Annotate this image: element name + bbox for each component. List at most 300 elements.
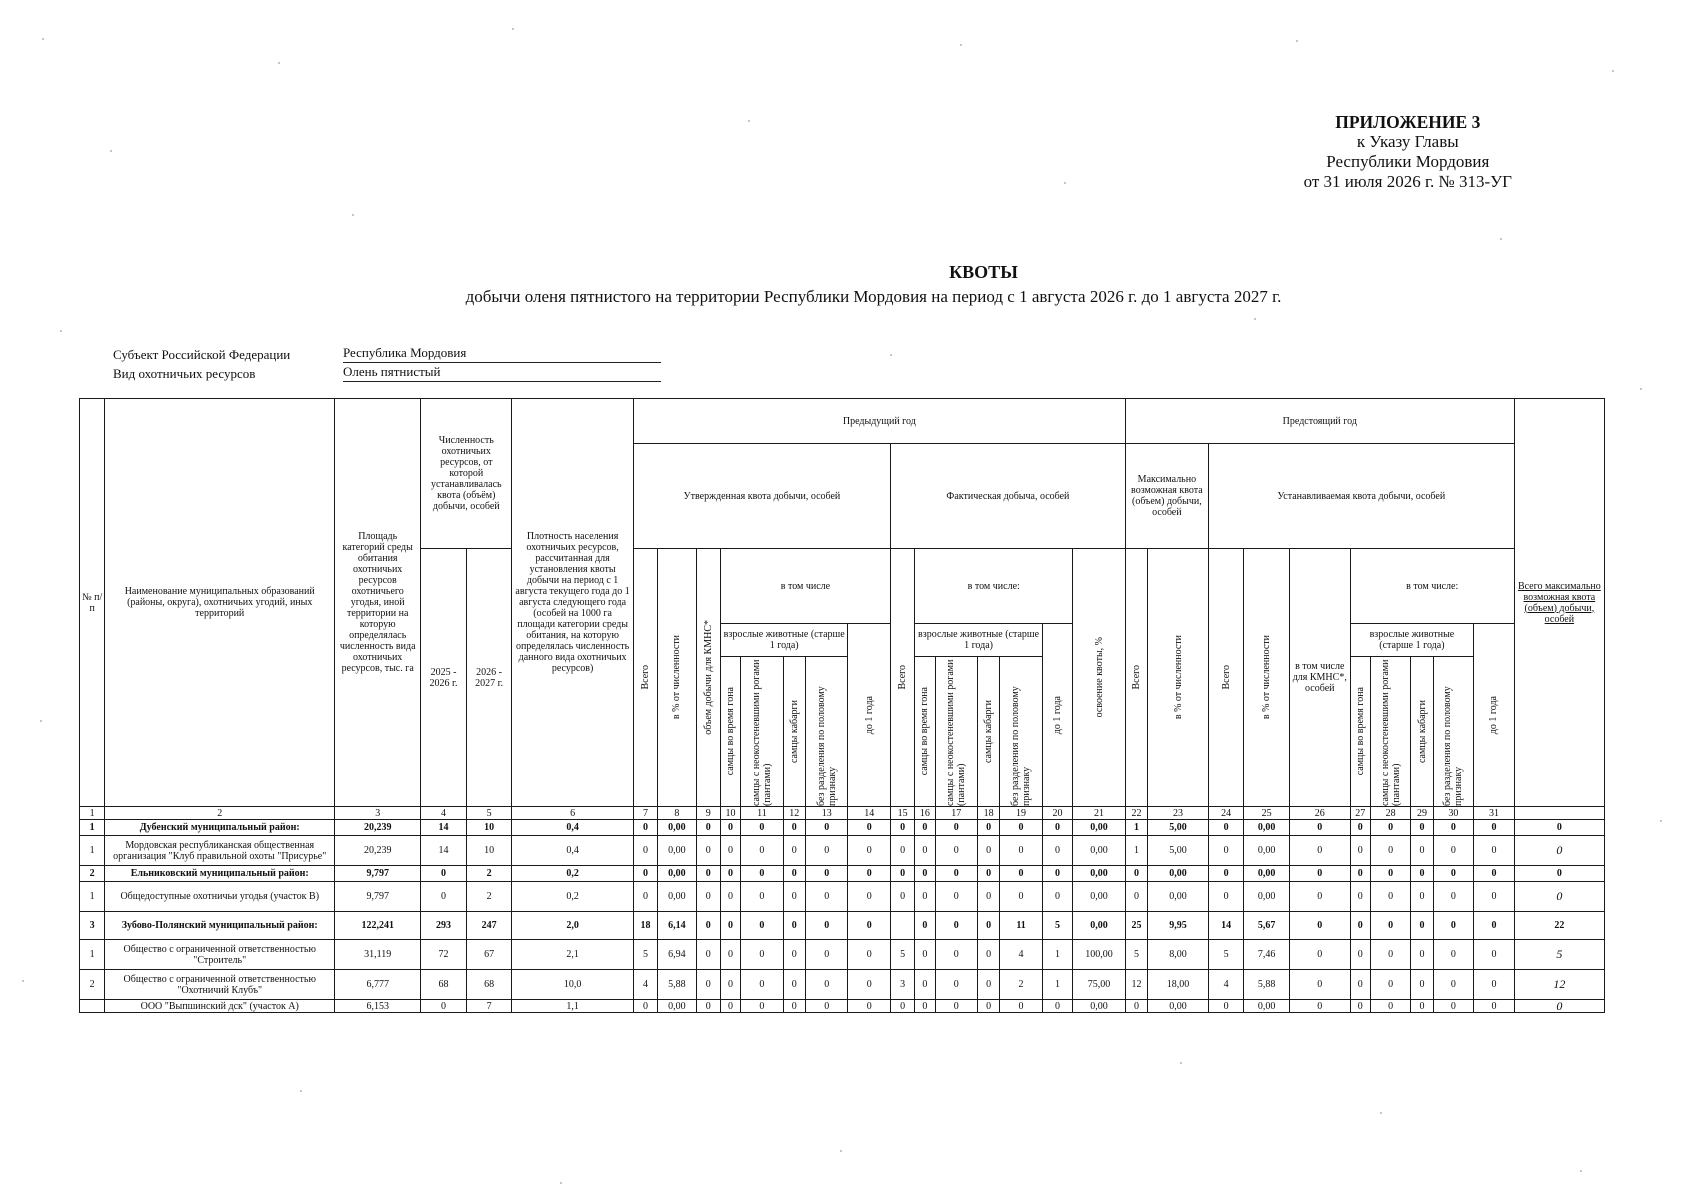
column-number-cell: 13 [805,807,848,820]
row-name-cell: Зубово-Полянский муниципальный район: [105,912,335,940]
column-number-cell: 14 [848,807,891,820]
header-approved: Утвержденная квота добычи, особей [633,444,890,549]
header-set-musk [1411,657,1433,807]
table-cell: 2,1 [512,940,634,970]
table-cell: 0 [848,940,891,970]
header-approved-rut [720,657,740,807]
column-number-cell: 5 [466,807,512,820]
header-actual-including: в том числе: [915,549,1073,624]
header-actual-adults: взрослые животные (старше 1 года) [915,624,1043,657]
table-cell: 0 [915,882,935,912]
column-number-cell: 7 [633,807,657,820]
table-cell: 0 [1433,836,1474,866]
column-number-cell: 21 [1073,807,1126,820]
table-cell: 0 [1433,940,1474,970]
header-mastery [1073,549,1126,807]
appendix-line-2: Республики Мордовия [1326,152,1490,171]
table-cell: 0 [1474,940,1515,970]
table-cell: 0 [741,820,784,836]
header-actual-under1 [1042,624,1072,807]
header-set-rut [1350,657,1370,807]
table-cell: 1 [1125,820,1147,836]
table-cell: 0 [1411,836,1433,866]
table-cell: 0 [1474,882,1515,912]
table-cell: 0 [935,820,978,836]
table-cell: 0 [1289,940,1350,970]
table-cell: 0 [890,882,914,912]
table-cell: 7,46 [1244,940,1290,970]
table-cell: 7 [466,1000,512,1013]
table-cell: 0 [805,1000,848,1013]
table-cell: 0 [978,970,1000,1000]
table-cell: 0 [1000,866,1043,882]
table-cell: 293 [421,912,467,940]
table-cell: 10,0 [512,970,634,1000]
table-cell: 0 [915,912,935,940]
table-cell: 0 [720,866,740,882]
header-approved-pct-text: в % от численности [671,635,683,720]
header-actual-musk-text: самцы кабарги [983,699,995,764]
subject-row [113,344,661,363]
column-number-cell: 23 [1148,807,1209,820]
column-number-cell: 6 [512,807,634,820]
table-cell: 0 [848,866,891,882]
table-cell: 5,00 [1148,820,1209,836]
table-cell: 0 [1000,836,1043,866]
table-cell: 0 [1474,836,1515,866]
table-cell: 0 [805,940,848,970]
table-cell: 6,94 [658,940,696,970]
table-cell: 0 [1370,866,1411,882]
meta-block [113,344,661,382]
table-cell: 0 [720,882,740,912]
table-cell: 0 [696,970,720,1000]
table-cell: 0 [848,970,891,1000]
table-cell: 0 [1474,970,1515,1000]
resource-row [113,363,661,382]
table-cell: 1 [80,836,105,866]
column-number-cell: 30 [1433,807,1474,820]
table-cell: 0 [720,940,740,970]
table-cell: 0 [915,1000,935,1013]
header-approved-under1 [848,624,891,807]
resource-value: Олень пятнистый [343,364,661,382]
column-number-cell: 9 [696,807,720,820]
table-cell: 18 [633,912,657,940]
table-cell: 0 [915,940,935,970]
header-actual: Фактическая добыча, особей [890,444,1125,549]
table-cell: 4 [633,970,657,1000]
header-actual-musk [978,657,1000,807]
header-year-1: 2025 - 2026 г. [421,549,467,807]
table-cell: 0,00 [1244,1000,1290,1013]
document-title: КВОТЫ [949,262,1018,282]
table-cell: 0 [783,970,805,1000]
table-cell: 0 [890,866,914,882]
header-count: Численность охотничьих ресурсов, от которой устанавливалась квота (объём) добычи, особей [421,399,512,549]
row-grand-total-cell: 0 [1514,820,1604,836]
table-cell: 0 [848,820,891,836]
table-cell: 31,119 [335,940,421,970]
table-cell: 25 [1125,912,1147,940]
table-cell: 6,777 [335,970,421,1000]
header-max-total [1125,549,1147,807]
table-cell: 0 [741,1000,784,1013]
table-cell: 4 [1000,940,1043,970]
document-subtitle: добычи оленя пятнистого на территории Республики Мордовия на период с 1 августа 2026 г. до 1 августа 2027 г. [465,287,1282,306]
table-cell: 2 [466,882,512,912]
table-cell: 0 [1433,866,1474,882]
table-cell: 5 [1042,912,1072,940]
table-cell: 0 [783,882,805,912]
table-cell: 5,00 [1148,836,1209,866]
header-set-musk-text: самцы кабарги [1416,699,1428,764]
table-cell: 9,797 [335,882,421,912]
row-grand-total-cell: 0 [1514,882,1604,912]
table-cell: 0 [935,940,978,970]
column-number-cell: 17 [935,807,978,820]
table-cell: 247 [466,912,512,940]
table-cell: 0,00 [1244,836,1290,866]
table-cell: 0 [1125,882,1147,912]
table-cell: 0 [741,970,784,1000]
table-cell: 0 [890,1000,914,1013]
header-approved-nosex [805,657,848,807]
table-cell: 72 [421,940,467,970]
header-set-nosex-text: без разделения по половому признаку [1442,685,1465,806]
row-grand-total-cell: 12 [1514,970,1604,1000]
table-cell: 0 [915,836,935,866]
table-cell: 0 [1350,882,1370,912]
table-cell: 0 [1208,866,1243,882]
table-cell: 0,00 [1073,912,1126,940]
row-name-cell: Общество с ограниченной ответственностью "Охотничий Клубъ" [105,970,335,1000]
district-row [80,912,1605,940]
table-cell: 0 [741,912,784,940]
table-cell: 0 [421,866,467,882]
table-cell: 0 [633,820,657,836]
subject-value: Республика Мордовия [343,345,661,363]
table-cell: 0 [805,970,848,1000]
table-cell: 18,00 [1148,970,1209,1000]
header-actual-rut [915,657,935,807]
table-cell: 0 [1433,912,1474,940]
table-cell: 0 [1289,866,1350,882]
table-cell: 0 [978,1000,1000,1013]
table-cell: 0 [1433,970,1474,1000]
table-cell: 0 [1474,820,1515,836]
table-cell: 0 [720,970,740,1000]
column-number-cell: 20 [1042,807,1072,820]
table-cell: 0 [1289,1000,1350,1013]
table-cell: 20,239 [335,836,421,866]
table-cell: 1 [80,820,105,836]
header-set-total-text: Всего [1220,665,1232,690]
table-cell: 14 [421,820,467,836]
table-cell: 0,00 [658,1000,696,1013]
table-cell: 5 [1208,940,1243,970]
table-cell: 0 [915,820,935,836]
table-cell: 0,00 [1244,866,1290,882]
table-cell: 0 [720,820,740,836]
table-cell: 0 [1411,866,1433,882]
table-cell: 0 [935,912,978,940]
header-actual-nosex [1000,657,1043,807]
table-cell: 0 [696,836,720,866]
table-cell: 9,95 [1148,912,1209,940]
district-row [80,866,1605,882]
table-cell: 6,14 [658,912,696,940]
table-cell: 0 [1125,866,1147,882]
table-cell: 0 [978,940,1000,970]
table-cell: 0 [805,882,848,912]
table-cell: 122,241 [335,912,421,940]
column-number-cell: 19 [1000,807,1043,820]
table-cell: 0 [741,836,784,866]
hunting-ground-row [80,1000,1605,1013]
header-approved-musk [783,657,805,807]
table-cell: 0 [720,912,740,940]
table-cell: 0 [720,1000,740,1013]
table-cell: 0 [915,866,935,882]
table-cell: 0 [1289,820,1350,836]
header-actual-rut-text: самцы во время гона [919,687,931,776]
row-name-cell: Общедоступные охотничьи угодья (участок В) [105,882,335,912]
table-cell: 0 [935,970,978,1000]
table-cell: 0 [741,940,784,970]
header-year-2: 2026 - 2027 г. [466,549,512,807]
table-cell: 0 [1000,882,1043,912]
appendix-header [1304,112,1512,192]
column-number-cell: 8 [658,807,696,820]
column-number-cell: 4 [421,807,467,820]
row-grand-total-cell: 0 [1514,836,1604,866]
column-number-cell: 16 [915,807,935,820]
header-max-pct-text: в % от численности [1172,635,1184,720]
table-cell: 0 [633,866,657,882]
table-cell: 0 [978,836,1000,866]
table-cell: 100,00 [1073,940,1126,970]
table-cell: 0,00 [658,882,696,912]
header-grand-total-text: Всего максимально возможная квота (объем) добычи, особей [1517,580,1601,625]
table-cell: 0 [783,866,805,882]
header-approved-total-text: Всего [639,665,651,690]
header-name: Наименование муниципальных образований (районы, округа), охотничьих угодий, иных территорий [105,399,335,807]
column-number-cell: 18 [978,807,1000,820]
table-cell [80,1000,105,1013]
table-cell: 68 [466,970,512,1000]
quota-table [79,398,1605,1013]
column-number-cell: 27 [1350,807,1370,820]
table-cell: 0 [633,1000,657,1013]
table-cell: 0 [890,820,914,836]
row-name-cell: Общество с ограниченной ответственностью "Строитель" [105,940,335,970]
table-cell: 0 [1474,866,1515,882]
header-set-kmns: в том числе для КМНС*, особей [1289,549,1350,807]
header-set-nosex [1433,657,1474,807]
table-cell: 0 [1433,882,1474,912]
district-row [80,820,1605,836]
table-cell: 0,4 [512,836,634,866]
row-grand-total-cell: 22 [1514,912,1604,940]
table-cell: 0 [720,836,740,866]
table-cell: 0 [978,866,1000,882]
table-cell: 20,239 [335,820,421,836]
header-set-adults: взрослые животные (старше 1 года) [1350,624,1474,657]
header-approved-total [633,549,657,807]
table-cell: 0 [978,882,1000,912]
column-number-cell: 15 [890,807,914,820]
table-cell: 0 [783,912,805,940]
table-cell: 14 [1208,912,1243,940]
row-grand-total-cell: 5 [1514,940,1604,970]
header-next-year: Предстоящий год [1125,399,1514,444]
table-cell: 0 [633,836,657,866]
table-cell: 0 [1208,882,1243,912]
header-set-pct [1244,549,1290,807]
table-cell: 0 [1350,820,1370,836]
table-cell: 2 [1000,970,1043,1000]
table-cell: 0 [1350,866,1370,882]
header-max-total-text: Всего [1131,665,1142,690]
table-cell: 68 [421,970,467,1000]
table-cell: 0,00 [1148,882,1209,912]
row-name-cell: Мордовская республиканская общественная организация "Клуб правильной охоты "Присурье" [105,836,335,866]
table-cell: 0 [935,866,978,882]
header-approved-including: в том числе [720,549,890,624]
table-cell: 0 [1411,940,1433,970]
table-cell: 0 [421,882,467,912]
header-set-under1 [1474,624,1515,807]
table-cell: 0 [1433,1000,1474,1013]
table-cell: 11 [1000,912,1043,940]
header-approved-kmns [696,549,720,807]
table-cell: 3 [890,970,914,1000]
table-cell: 0 [421,1000,467,1013]
table-cell: 0 [1411,912,1433,940]
table-cell: 0,4 [512,820,634,836]
table-cell: 75,00 [1073,970,1126,1000]
table-cell: 0 [783,820,805,836]
table-cell: 0 [1042,1000,1072,1013]
table-cell: 1,1 [512,1000,634,1013]
table-cell: 1 [80,940,105,970]
header-actual-under1-text: до 1 года [1052,695,1063,735]
table-cell: 0 [805,866,848,882]
hunting-ground-row [80,970,1605,1000]
table-cell: 1 [80,882,105,912]
column-number-cell: 24 [1208,807,1243,820]
table-cell: 0 [1208,820,1243,836]
table-cell: 0 [696,1000,720,1013]
table-cell: 0 [1370,882,1411,912]
header-prev-year: Предыдущий год [633,399,1125,444]
header-max-quota: Максимально возможная квота (объем) добычи, особей [1125,444,1208,549]
column-number-cell: 2 [105,807,335,820]
header-set-antlers-text: самцы с неокостеневшими рогами (пантами) [1379,659,1402,806]
row-name-cell: Ельниковский муниципальный район: [105,866,335,882]
header-max-pct [1148,549,1209,807]
table-cell: 0 [1289,836,1350,866]
table-cell: 0 [1474,912,1515,940]
hunting-ground-row [80,940,1605,970]
table-cell: 5 [633,940,657,970]
table-cell: 0 [1370,940,1411,970]
table-cell: 0 [848,882,891,912]
row-grand-total-cell: 0 [1514,1000,1604,1013]
table-cell: 0 [935,1000,978,1013]
table-cell: 5 [890,940,914,970]
table-cell: 0 [1411,820,1433,836]
header-approved-pct [658,549,696,807]
header-set-rut-text: самцы во время гона [1354,687,1366,776]
table-cell: 0 [741,882,784,912]
table-cell: 0 [1000,1000,1043,1013]
table-cell: 0,00 [1073,820,1126,836]
table-cell: 0 [1350,912,1370,940]
table-cell: 0 [696,912,720,940]
header-density: Плотность населения охотничьих ресурсов, рассчитанная для установления квоты добычи на период с 1 августа текущего года до 1 августа следующего года (особей на 1000 га площади категории среды обитания, на которую определялась численность данного вида охотничьих ресурсов) [512,399,634,807]
table-cell: 0 [978,820,1000,836]
table-cell: 0 [696,820,720,836]
table-cell: 2 [80,866,105,882]
column-number-cell: 28 [1370,807,1411,820]
table-cell: 0 [1350,940,1370,970]
table-cell: 0 [1370,970,1411,1000]
header-area: Площадь категорий среды обитания охотничьих ресурсов охотничьего угодья, иной территории на которую определялась численность вида охотничьих ресурсов, тыс. га [335,399,421,807]
header-actual-total [890,549,914,807]
table-cell: 9,797 [335,866,421,882]
table-cell: 0 [1289,970,1350,1000]
table-cell: 0 [1370,1000,1411,1013]
table-cell: 0 [1350,1000,1370,1013]
table-cell: 14 [421,836,467,866]
table-cell: 2,0 [512,912,634,940]
row-name-cell: Дубенский муниципальный район: [105,820,335,836]
table-cell: 0,00 [658,866,696,882]
table-cell: 0 [978,912,1000,940]
table-cell: 0,00 [1073,882,1126,912]
resource-label: Вид охотничьих ресурсов [113,366,256,381]
header-approved-rut-text: самцы во время гона [725,687,737,776]
table-cell: 3 [80,912,105,940]
header-approved-antlers [741,657,784,807]
header-approved-adults: взрослые животные (старше 1 года) [720,624,848,657]
table-cell: 0 [1370,912,1411,940]
table-cell: 0 [935,882,978,912]
table-cell: 4 [1208,970,1243,1000]
header-grand-total [1514,399,1604,807]
header-approved-under1-text: до 1 года [863,695,875,735]
table-cell: 0,2 [512,866,634,882]
table-cell: 0 [915,970,935,1000]
table-cell: 0 [848,912,891,940]
table-cell: 0 [1411,882,1433,912]
header-set-quota: Устанавливаемая квота добычи, особей [1208,444,1514,549]
table-cell: 0 [1411,970,1433,1000]
table-cell: 0,00 [1244,882,1290,912]
column-numbers-row [80,807,1605,820]
table-cell: 5,88 [658,970,696,1000]
table-cell: 0 [1289,882,1350,912]
header-mastery-text: освоение квоты, % [1093,637,1105,718]
table-cell: 2 [466,866,512,882]
column-number-cell: 11 [741,807,784,820]
table-cell: 0 [696,940,720,970]
table-cell: 0 [1042,866,1072,882]
table-cell: 0 [696,882,720,912]
table-cell: 0 [1350,836,1370,866]
